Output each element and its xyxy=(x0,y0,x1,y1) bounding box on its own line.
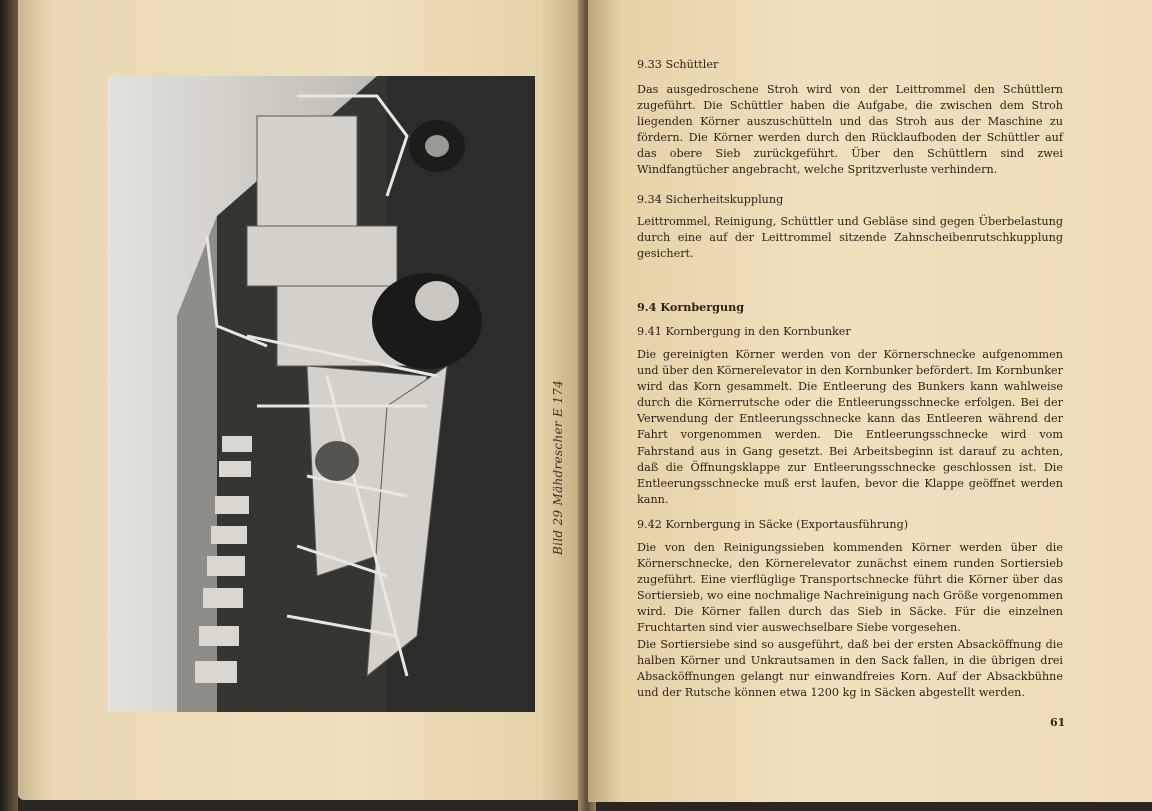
paragraph-9-42-a xyxy=(637,540,1063,637)
page-number: 61 xyxy=(1050,716,1066,729)
paragraph-text: Leittrommel, Reinigung, Schüttler und Gebläse sind gegen Überbelastung durch eine auf der Leittrommel sitzende Zahnscheibenrutschkupplung gesichert. xyxy=(637,215,1063,261)
combine-harvester-photo xyxy=(107,76,535,712)
paragraph-9-42-b xyxy=(637,637,1063,701)
paragraph-text: Die Sortiersiebe sind so ausgeführt, daß bei der ersten Absacköffnung die halben Körner und Unkrautsamen in den Sack fallen, in die übrigen drei Absacköffnungen gelangt nur einwandfreies Korn. Auf der Absackbühne und der Rutsche können etwa 1200 kg in Säcken abgestellt werden. xyxy=(637,638,1063,700)
paragraph-9-41 xyxy=(637,347,1063,508)
heading-number: 9.4 xyxy=(637,300,657,314)
paragraph-9-34 xyxy=(637,214,1063,262)
book-edge xyxy=(0,0,18,811)
heading-9-41: 9.41 Kornbergung in den Kornbunker xyxy=(637,325,851,338)
heading-9-34: 9.34 Sicherheitskupplung xyxy=(637,193,784,206)
paragraph-9-33 xyxy=(637,82,1063,179)
heading-title: Kornbergung xyxy=(660,300,745,314)
paragraph-text: Das ausgedroschene Stroh wird von der Leittrommel den Schüttlern zugeführt. Die Schüttler haben die Aufgabe, die zwischen dem Stroh liegenden Körner auszuschütteln und das Stroh aus der Maschine zu fördern. Die Körner werden durch den Rücklaufboden der Schüttler auf das obere Sieb zurückgeführt. Über den Schüttlern sind zwei Windfangtücher angebracht, welche Spritzverluste verhindern. xyxy=(637,83,1063,177)
paragraph-text: Die gereinigten Körner werden von der Körnerschnecke aufgenommen und über den Körnerelevator in den Kornbunker befördert. Im Kornbunker wird das Korn gesammelt. Die Entleerung des Bunkers kann wahlweise durch die Körnerrutsche oder die Entleerungsschnecke erfolgen. Bei der Verwendung der Entleerungsschnecke kann das Entleeren während der Fahrt vorgenommen werden. Die Entleerungsschnecke wird vom Fahrstand aus in Gang gesetzt. Bei Arbeitsbeginn ist darauf zu achten, daß die Öffnungsklappe zur Entleerungsschnecke geschlossen ist. Die Entleerungsschnecke muß erst laufen, bevor die Klappe geöffnet werden kann. xyxy=(637,348,1063,506)
heading-9-42: 9.42 Kornbergung in Säcke (Exportausführung) xyxy=(637,518,909,531)
heading-9-4 xyxy=(637,299,1063,315)
heading-9-33: 9.33 Schüttler xyxy=(637,58,719,71)
figure-caption: Bild 29 Mähdrescher E 174 xyxy=(551,379,565,555)
paragraph-text: Die von den Reinigungssieben kommenden Körner werden über die Körnerschnecke, den Körnerelevator zunächst einem runden Sortiersieb zugeführt. Eine vierflüglige Transportschnecke führt die Körner über das Sortiersieb, wo eine nochmalige Nachreinigung nach Größe vorgenommen wird. Die Körner fallen durch das Sieb in Säcke. Für die einzelnen Fruchtarten sind vier auswechselbare Siebe vorgesehen. xyxy=(637,541,1063,635)
